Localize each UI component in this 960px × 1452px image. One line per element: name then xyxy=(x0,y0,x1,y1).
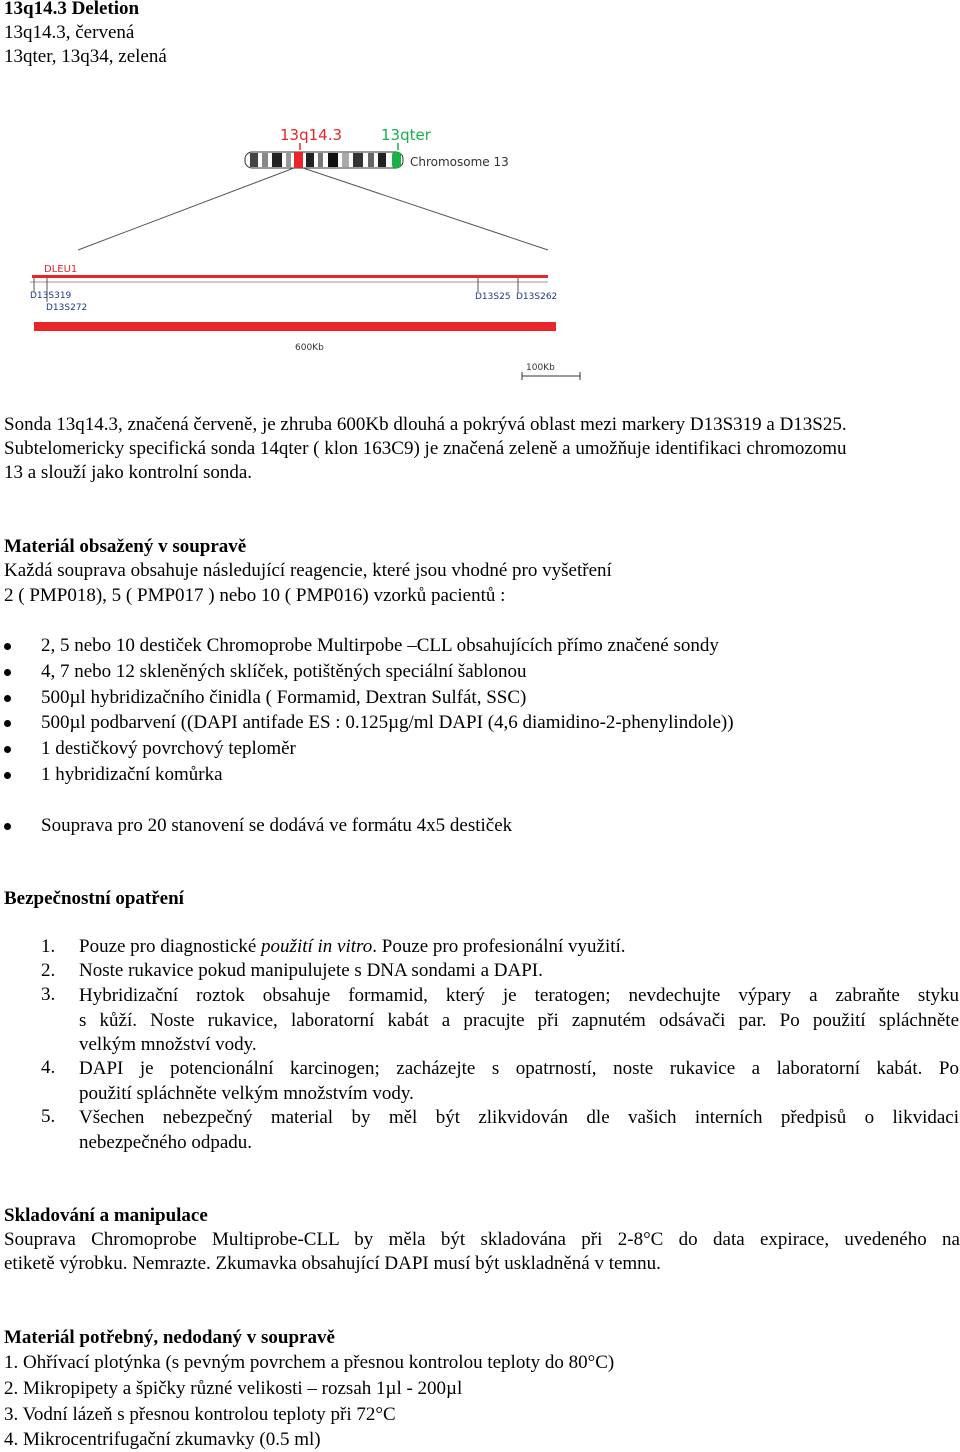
storage-line-2: etiketě výrobku. Nemrazte. Zkumavka obsahující DAPI musí být uskladněná v temnu. xyxy=(4,1253,661,1274)
chromosome-13-probe-diagram xyxy=(0,110,620,385)
required-heading: Materiál potřebný, nedodaný v soupravě xyxy=(4,1327,335,1348)
safety-heading: Bezpečnostní opatření xyxy=(4,888,184,909)
storage-heading: Skladování a manipulace xyxy=(4,1205,208,1226)
marker-d13s25: D13S25 xyxy=(475,292,511,302)
material-line-1: Každá souprava obsahuje následující reagencie, které jsou vhodné pro vyšetření xyxy=(4,560,612,581)
marker-d13s319: D13S319 xyxy=(30,291,72,301)
marker-d13s262: D13S262 xyxy=(516,292,558,302)
scale-600kb-label: 600Kb xyxy=(295,343,324,353)
page-title: 13q14.3 Deletion xyxy=(4,0,140,19)
scale-100kb-label: 100Kb xyxy=(526,363,555,373)
marker-d13s272: D13S272 xyxy=(46,303,88,313)
label-13qter: 13qter xyxy=(381,126,431,144)
list-item: 3. Vodní lázeň s přesnou kontrolou teploty při 72°C xyxy=(4,1404,396,1425)
storage-line-1: Souprava Chromoprobe Multiprobe-CLL by měla být skladována při 2-8°C do data expirace, uvedeného na xyxy=(4,1229,960,1250)
probe-green-label: 13qter, 13q34, zelená xyxy=(4,46,167,67)
material-heading: Materiál obsažený v soupravě xyxy=(4,536,247,557)
label-13q14-3: 13q14.3 xyxy=(280,126,343,144)
list-item: 4. Mikrocentrifugační zkumavky (0.5 ml) xyxy=(4,1429,321,1450)
chromosome-ideogram xyxy=(245,152,403,168)
intro-line-1: Sonda 13q14.3, značená červeně, je zhruba 600Kb dlouhá a pokrývá oblast mezi markery D13S319 a D13S25. xyxy=(4,414,847,435)
gene-label-dleu1: DLEU1 xyxy=(44,264,78,275)
intro-line-3: 13 a slouží jako kontrolní sonda. xyxy=(4,462,253,483)
list-item: 1. Ohřívací plotýnka (s pevným povrchem a přesnou kontrolou teploty do 80°C) xyxy=(4,1352,615,1373)
intro-line-2: Subtelomericky specifická sonda 14qter ( klon 163C9) je značená zeleně a umožňuje identifikaci chromozomu xyxy=(4,438,847,459)
red-probe-600kb xyxy=(34,322,556,331)
dleu1-bar xyxy=(32,275,548,278)
list-item: 2. Mikropipety a špičky různé velikosti – rozsah 1µl - 200µl xyxy=(4,1378,463,1399)
material-line-2: 2 ( PMP018), 5 ( PMP017 ) nebo 10 ( PMP016) vzorků pacientů : xyxy=(4,585,506,606)
chromosome-label: Chromosome 13 xyxy=(410,155,509,169)
probe-red-label: 13q14.3, červená xyxy=(4,22,135,43)
